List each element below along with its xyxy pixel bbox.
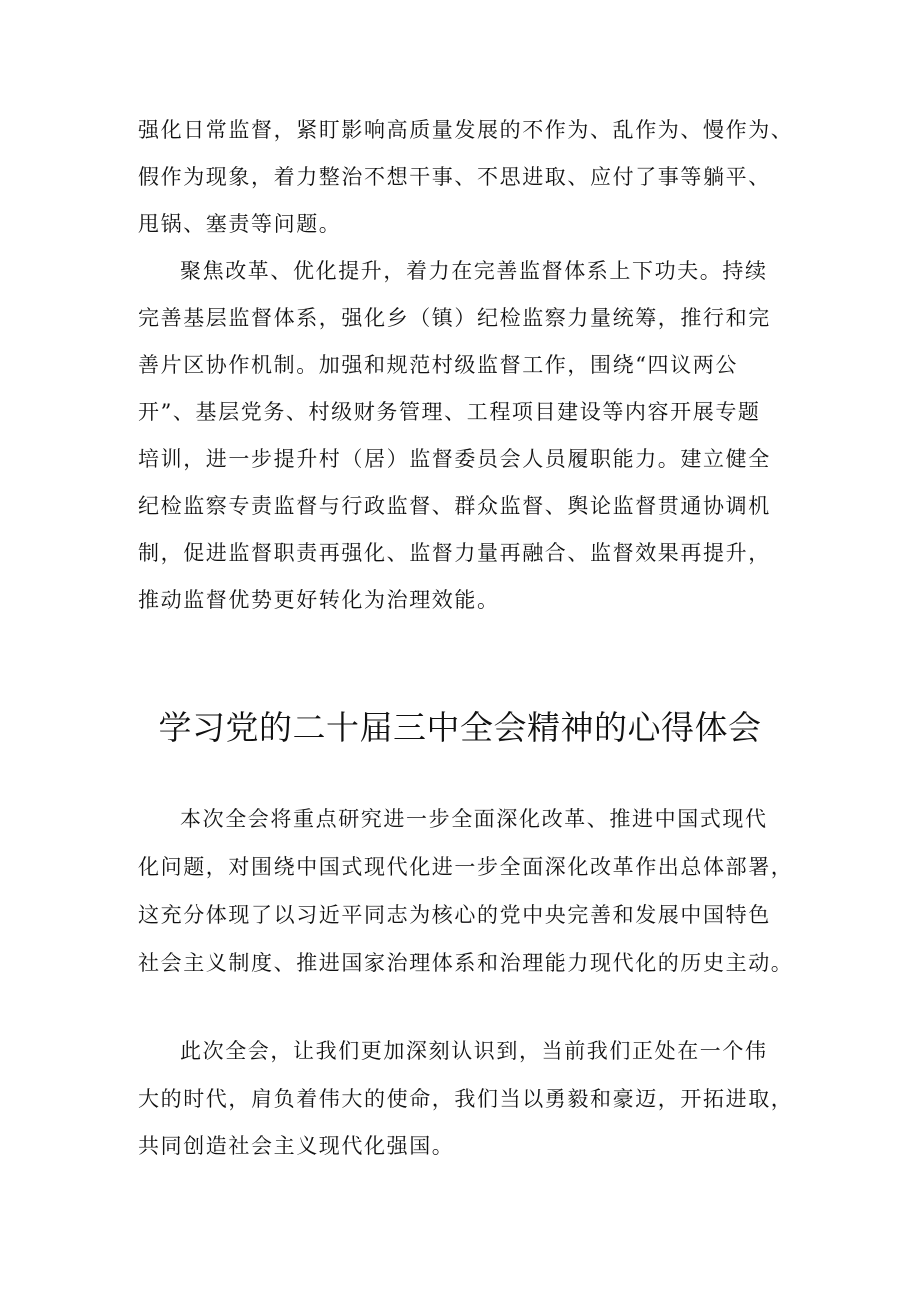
document-title: 学习党的二十届三中全会精神的心得体会: [158, 708, 762, 747]
text-line: 大的时代，肩负着伟大的使命，我们当以勇毅和豪迈，开拓进取，: [138, 1087, 794, 1111]
text-line: 共同创造社会主义现代化强国。: [138, 1134, 455, 1158]
text-line: 甩锅、塞责等问题。: [138, 212, 342, 236]
text-line: 推动监督优势更好转化为治理效能。: [138, 588, 500, 612]
text-line: 培训，进一步提升村（居）监督委员会人员履职能力。建立健全: [138, 447, 771, 471]
text-line: 善片区协作机制。加强和规范村级监督工作，围绕“四议两公: [138, 353, 738, 377]
text-line: 制，促进监督职责再强化、监督力量再融合、监督效果再提升，: [138, 541, 771, 565]
text-line: 本次全会将重点研究进一步全面深化改革、推进中国式现代: [180, 807, 768, 831]
text-line: 聚焦改革、优化提升，着力在完善监督体系上下功夫。持续: [180, 259, 768, 283]
text-line: 完善基层监督体系，强化乡（镇）纪检监察力量统筹，推行和完: [138, 306, 771, 330]
text-line: 假作为现象，着力整治不想干事、不思进取、应付了事等躺平、: [138, 165, 771, 189]
text-line: 这充分体现了以习近平同志为核心的党中央完善和发展中国特色: [138, 903, 771, 927]
text-line: 纪检监察专责监督与行政监督、群众监督、舆论监督贯通协调机: [138, 494, 771, 518]
text-line: 化问题，对围绕中国式现代化进一步全面深化改革作出总体部署，: [138, 855, 794, 879]
text-line: 社会主义制度、推进国家治理体系和治理能力现代化的历史主动。: [138, 951, 794, 975]
text-line: 强化日常监督，紧盯影响高质量发展的不作为、乱作为、慢作为、: [138, 118, 794, 142]
text-line: 此次全会，让我们更加深刻认识到，当前我们正处在一个伟: [180, 1039, 768, 1063]
text-line: 开”、基层党务、村级财务管理、工程项目建设等内容开展专题: [138, 400, 761, 424]
